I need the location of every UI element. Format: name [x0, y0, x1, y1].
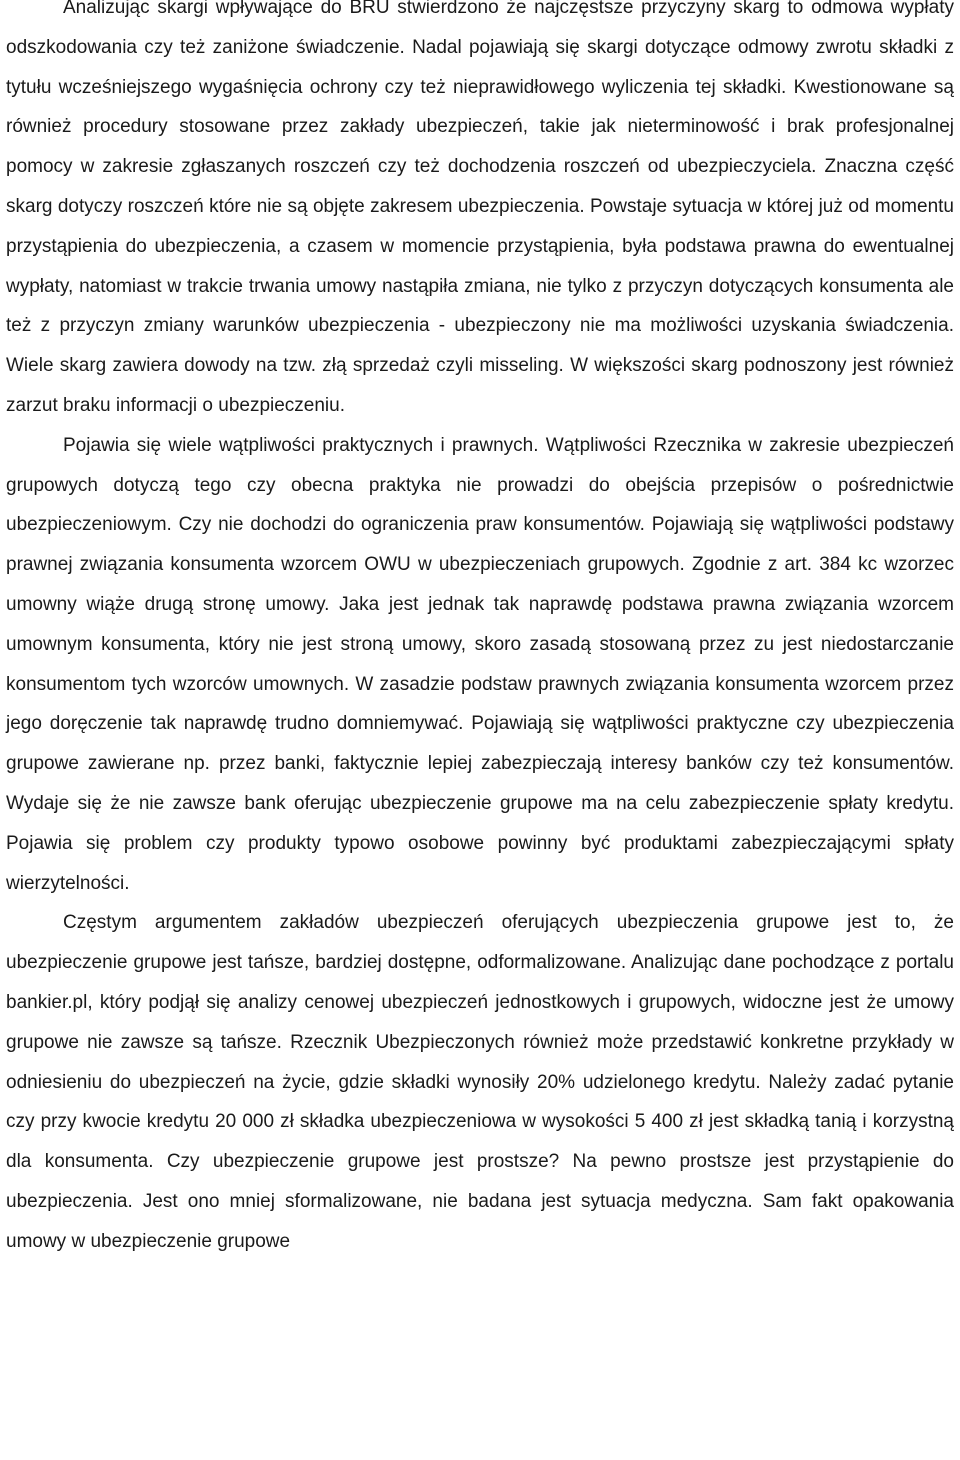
document-page	[6, 0, 954, 1262]
paragraph-doubts: Pojawia się wiele wątpliwości praktycznych i prawnych. Wątpliwości Rzecznika w zakresie ubezpieczeń grupowych dotyczą tego czy obecna praktyka nie prowadzi do obejścia przepisów o pośrednictwie ubezpieczeniowym. Czy nie dochodzi do ograniczenia praw konsumentów. Pojawiają się wątpliwości podstawy prawnej związania konsumenta wzorcem OWU w ubezpieczeniach grupowych. Zgodnie z art. 384 kc wzorzec umowny wiąże drugą stronę umowy. Jaka jest jednak tak naprawdę podstawa prawna związania wzorcem umownym konsumenta, który nie jest stroną umowy, skoro zasadą stosowaną przez zu jest niedostarczanie konsumentom tych wzorców umownych. W zasadzie podstaw prawnych związania konsumenta wzorcem przez jego doręczenie tak naprawdę trudno domniemywać. Pojawiają się wątpliwości praktyczne czy ubezpieczenia grupowe zawierane np. przez banki, faktycznie lepiej zabezpieczają interesy banków czy też konsumentów. Wydaje się że nie zawsze bank oferując ubezpieczenie grupowe ma na celu zabezpieczenie spłaty kredytu. Pojawia się problem czy produkty typowo osobowe powinny być produktami zabezpieczającymi spłaty wierzytelności.	[6, 434, 954, 894]
paragraph-complaints-analysis: Analizując skargi wpływające do BRU stwierdzono że najczęstsze przyczyny skarg to odmowa wypłaty odszkodowania czy też zaniżone świadczenie. Nadal pojawiają się skargi dotyczące odmowy zwrotu składki z tytułu wcześniejszego wygaśnięcia ochrony czy też nieprawidłowego wyliczenia tej składki. Kwestionowane są również procedury stosowane przez zakłady ubezpieczeń, takie jak nieterminowość i brak profesjonalnej pomocy w zakresie zgłaszanych roszczeń czy też dochodzenia roszczeń od ubezpieczyciela. Znaczna część skarg dotyczy roszczeń które nie są objęte zakresem ubezpieczenia. Powstaje sytuacja w której już od momentu przystąpienia do ubezpieczenia, a czasem w momencie przystąpienia, była podstawa prawna do ewentualnej wypłaty, natomiast w trakcie trwania umowy nastąpiła zmiana, nie tylko z przyczyn dotyczących konsumenta ale też z przyczyn zmiany warunków ubezpieczenia - ubezpieczony nie ma możliwości uzyskania świadczenia. Wiele skarg zawiera dowody na tzw. złą sprzedaż czyli misseling. W większości skarg podnoszony jest również zarzut braku informacji o ubezpieczeniu.	[6, 0, 954, 416]
paragraph-arguments: Częstym argumentem zakładów ubezpieczeń oferujących ubezpieczenia grupowe jest to, że ubezpieczenie grupowe jest tańsze, bardziej dostępne, odformalizowane. Analizując dane pochodzące z portalu bankier.pl, który podjął się analizy cenowej ubezpieczeń jednostkowych i grupowych, widoczne jest że umowy grupowe nie zawsze są tańsze. Rzecznik Ubezpieczonych również może przedstawić konkretne przykłady w odniesieniu do ubezpieczeń na życie, gdzie składki wynosiły 20% udzielonego kredytu. Należy zadać pytanie czy przy kwocie kredytu 20 000 zł składka ubezpieczeniowa w wysokości 5 400 zł jest składką tanią i korzystną dla konsumenta. Czy ubezpieczenie grupowe jest prostsze? Na pewno prostsze jest przystąpienie do ubezpieczenia. Jest ono mniej sformalizowane, nie badana jest sytuacja medyczna. Sam fakt opakowania umowy w ubezpieczenie grupowe	[6, 912, 954, 1252]
